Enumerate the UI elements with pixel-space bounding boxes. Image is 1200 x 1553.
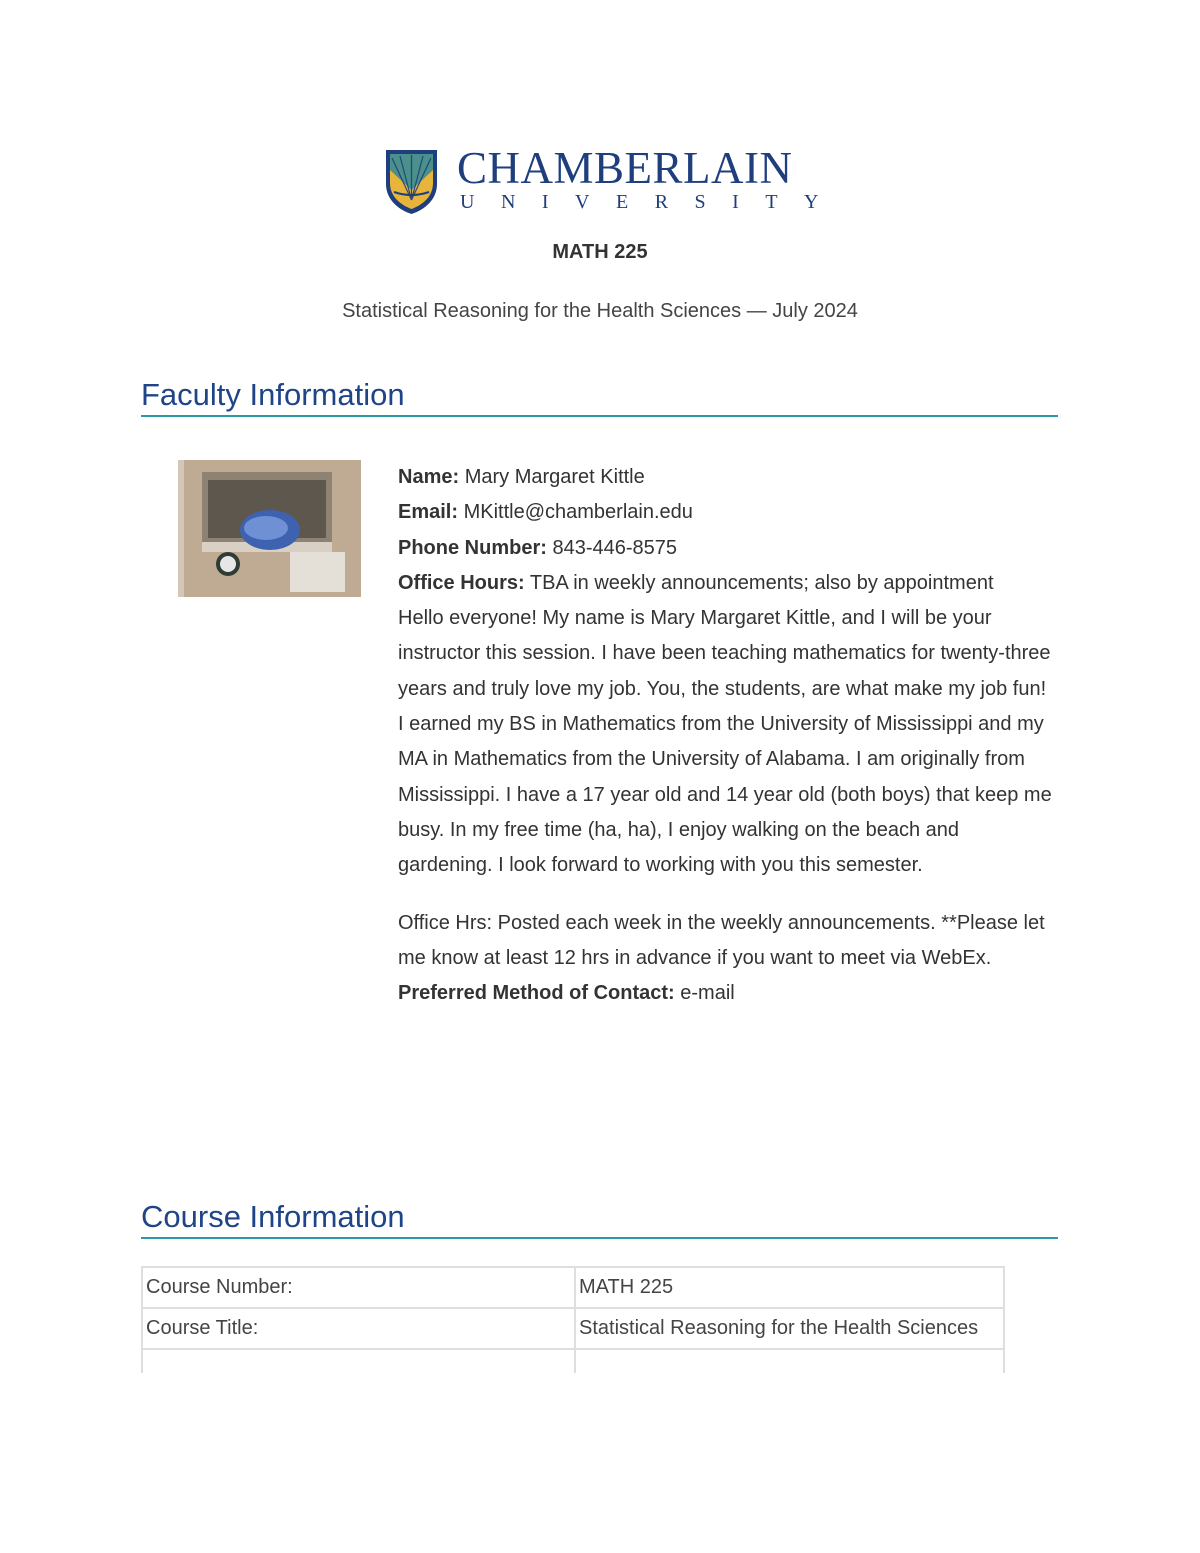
preferred-contact: e-mail: [680, 982, 735, 1005]
contact-line: [398, 976, 1058, 1011]
table-cell-key: Course Number:: [142, 1267, 575, 1308]
name-line: [398, 460, 1058, 495]
office-hours: TBA in weekly announcements; also by appointment: [529, 571, 994, 594]
table-cell-key: Course Title:: [142, 1308, 575, 1349]
bio-paragraph-2: I earned my BS in Mathematics from the University of Mississippi and my MA in Mathematics from the University of Alabama. I am originally from Mississippi. I have a 17 year old and 14 year old (both boys) that keep me busy. In my free time (ha, ha), I enjoy walking on the beach and gardening. I look forward to working with you this semester.: [398, 713, 1052, 877]
email-label: Email:: [398, 501, 459, 524]
bio-paragraph-1: Hello everyone! My name is Mary Margaret Kittle, and I will be your instructor this session. I have been teaching mathematics for twenty-three years and truly love my job. You, the students, are what make my job fun!: [398, 607, 1051, 700]
course-code: MATH 225: [552, 241, 648, 263]
table-cell-value: [575, 1349, 1004, 1373]
logo-wordmark: CHAMBERLAIN: [457, 143, 793, 193]
instructor-email[interactable]: MKittle@chamberlain.edu: [463, 501, 693, 524]
faculty-heading: Faculty Information: [141, 377, 1058, 417]
name-label: Name:: [398, 466, 460, 488]
email-line: [398, 495, 1058, 530]
instructor-phone: 843-446-8575: [552, 536, 678, 559]
course-info-table: [141, 1266, 1005, 1373]
table-cell-value: MATH 225: [575, 1267, 1004, 1308]
table-row: [142, 1349, 1004, 1373]
instructor-photo: [178, 460, 361, 597]
course-subtitle: Statistical Reasoning for the Health Sciences — July 2024: [342, 300, 858, 322]
table-cell-key: [142, 1349, 575, 1373]
phone-line: [398, 531, 1058, 566]
shield-icon: [384, 148, 439, 216]
chamberlain-logo: [384, 143, 845, 216]
hours-label: Office Hours:: [398, 571, 525, 594]
phone-label: Phone Number:: [398, 536, 547, 559]
logo-subtitle: UNIVERSITY: [460, 191, 845, 213]
table-row: [142, 1267, 1004, 1308]
table-cell-value: Statistical Reasoning for the Health Sciences: [575, 1308, 1004, 1349]
hours-line: [398, 566, 1058, 601]
office-note: Office Hrs: Posted each week in the weekly announcements. **Please let me know at least 12 hrs in advance if you want to meet via WebEx.: [398, 911, 1045, 969]
instructor-name: Mary Margaret Kittle: [464, 466, 645, 488]
table-row: [142, 1308, 1004, 1349]
course-heading: Course Information: [141, 1199, 1058, 1239]
faculty-details: [398, 460, 1058, 1011]
contact-label: Preferred Method of Contact:: [398, 982, 675, 1005]
